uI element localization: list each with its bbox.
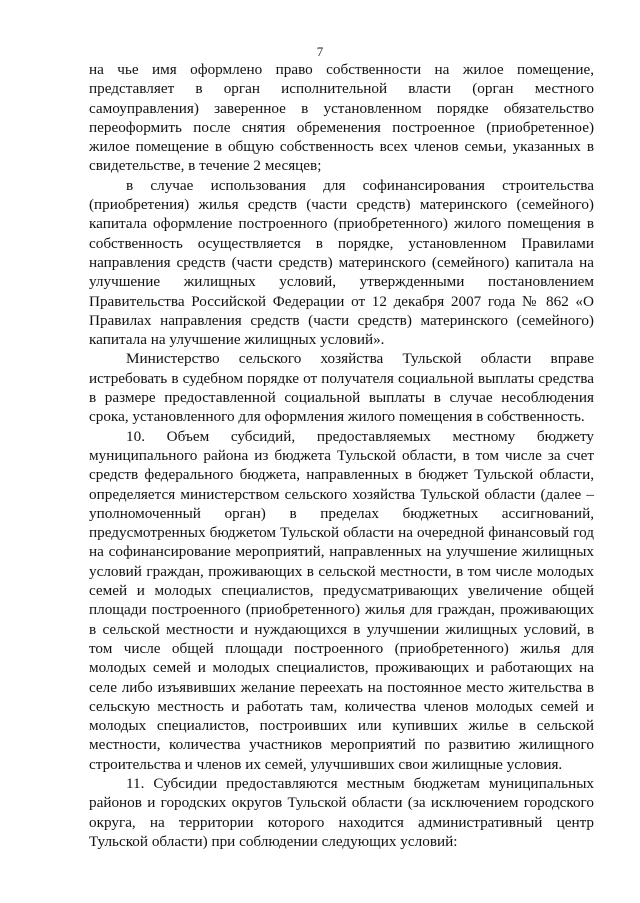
paragraph-maternal-capital: в случае использования для софинансирования строительства (приобретения) жилья средств (части средств) материнского (семейного) капитала оформление построенного (приобретенного) жилого помещения в собственность осуществляется в порядке, установленном Правилами направления средств (части средств) материнского (семейного) капитала на улучшение жилищных условий, утвержденными постановлением Правительства Российской Федерации от 12 декабря 2007 года № 862 «О Правилах направления средств (части средств) материнского (семейного) капитала на улучшение жилищных условий». [89,176,594,349]
paragraph-item-11-conditions: 11. Субсидии предоставляются местным бюджетам муниципальных районов и городских округов Тульской области (за исключением городского округа, на территории которого находится административный центр Тульской области) при соблюдении следующих условий: [89,774,594,850]
page-number: 7 [316,44,324,59]
paragraph-obligation-continuation: на чье имя оформлено право собственности на жилое помещение, представляет в орган исполнительной власти (орган местного самоуправления) заверенное в установленном порядке обязательство переоформить после снятия обременения построенное (приобретенное) жилое помещение в общую собственность всех членов семьи, указанных в свидетельстве, в течение 2 месяцев; [89,61,594,175]
document-body [89,60,594,851]
paragraph-item-10-subsidy-volume: 10. Объем субсидий, предоставляемых местному бюджету муниципального района из бюджета Тульской области, в том числе за счет средств федерального бюджета, направленных в бюджет Тульской области, определяется министерством сельского хозяйства Тульской области (далее – уполномоченный орган) в пределах бюджетных ассигнований, предусмотренных бюджетом Тульской области на очередной финансовый год на софинансирование мероприятий, направленных на улучшение жилищных условий граждан, проживающих в сельской местности, в том числе молодых семей и молодых специалистов, предусматривающих увеличение общей площади построенного (приобретенного) жилья для граждан, проживающих в сельской местности и нуждающихся в улучшении жилищных условий, в том числе общей площади построенного (приобретенного) жилья для молодых семей и молодых специалистов, проживающих и работающих на селе либо изъявивших желание переехать на постоянное место жительства в сельскую местность и работать там, количества членов молодых семей и молодых специалистов, построивших или купивших жилье в сельской местности, количества участников мероприятий по развитию жилищного строительства и членов их семей, улучшивших свои жилищные условия. [89,427,594,773]
paragraph-ministry-recovery: Министерство сельского хозяйства Тульской области вправе истребовать в судебном порядке от получателя социальной выплаты средства в размере предоставленной социальной выплаты в случае несоблюдения срока, установленного для оформления жилого помещения в собственность. [89,350,594,426]
